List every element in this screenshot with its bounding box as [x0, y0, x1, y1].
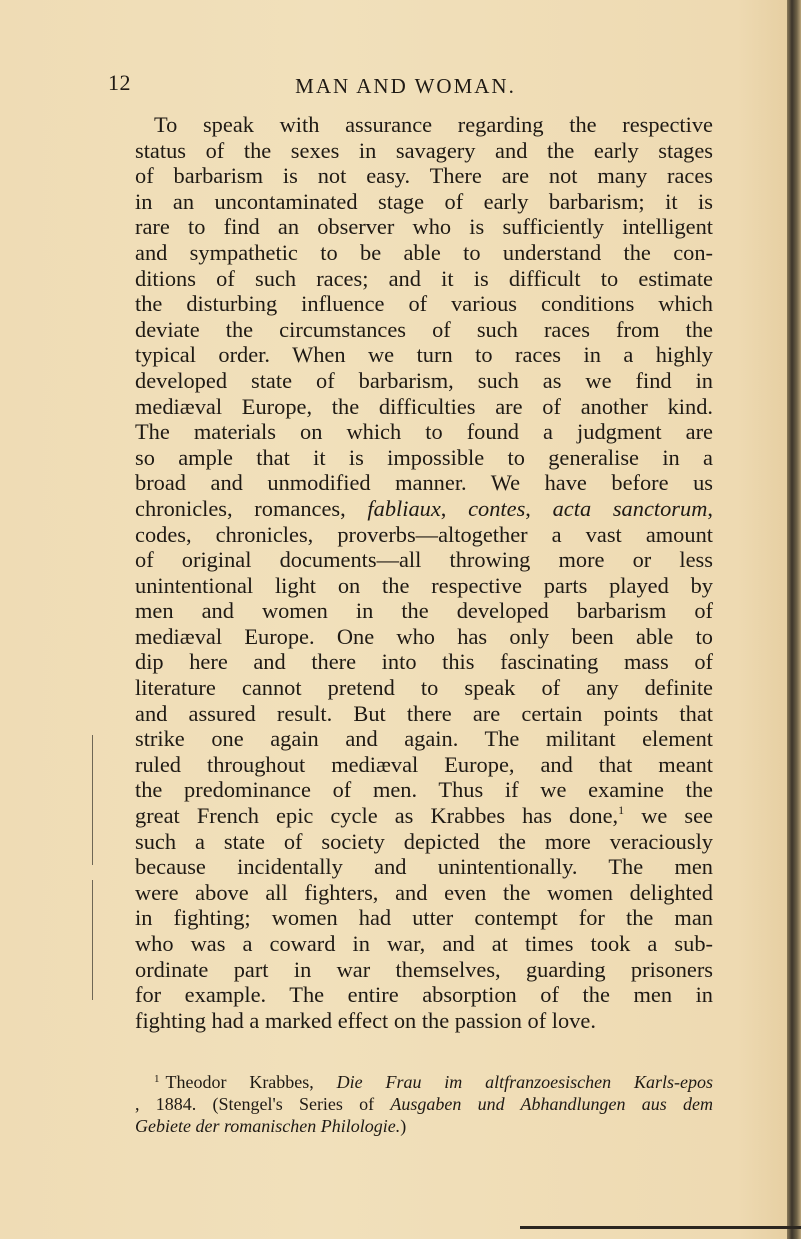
text-fragment: great French epic cycle as Krabbes has done, [135, 803, 619, 829]
text-line: of barbarism is not easy. There are not many races [135, 163, 713, 189]
text-line: in fighting; women had utter contempt for the man [135, 905, 713, 931]
text-line: such a state of society depicted the more veraciously [135, 828, 713, 854]
page-number: 12 [108, 70, 131, 95]
text-line: and assured result. But there are certain points that [135, 700, 713, 726]
footnote-title: Gebiete der romanischen Philologie. [135, 1116, 401, 1136]
text-line: in an uncontaminated stage of early barbarism; it is [135, 188, 713, 214]
italic-term: fabliaux [367, 495, 441, 521]
page-edge [787, 0, 801, 1239]
text-fragment: , [440, 495, 469, 521]
text-line: of original documents—all throwing more or less [135, 547, 713, 573]
text-line: typical order. When we turn to races in a highly [135, 342, 713, 368]
footnote-line [135, 1068, 713, 1093]
text-line: strike one again and again. The militant element [135, 726, 713, 752]
footnote-line [135, 1115, 713, 1137]
text-fragment: , [525, 495, 553, 521]
text-fragment: , [707, 495, 713, 521]
text-line: broad and unmodified manner. We have before us [135, 470, 713, 496]
text-fragment: we see [624, 803, 713, 829]
text-line: for example. The entire absorption of the men in [135, 982, 713, 1008]
text-line: dip here and there into this fascinating mass of [135, 649, 713, 675]
footnote-title: Ausgaben und Abhandlungen aus dem [390, 1094, 713, 1114]
margin-line [92, 735, 93, 865]
footnote-author: Theodor Krabbes, [165, 1072, 337, 1092]
text-line: mediæval Europe. One who has only been able to [135, 623, 713, 649]
text-line: ruled throughout mediæval Europe, and that meant [135, 751, 713, 777]
text-line: literature cannot pretend to speak of any definite [135, 675, 713, 701]
footnote-reference[interactable]: 1 [618, 803, 625, 818]
text-line: To speak with assurance regarding the respective [154, 112, 713, 137]
text-line-footnote-ref [135, 803, 713, 829]
text-line: fighting had a marked effect on the passion of love. [135, 1007, 596, 1033]
italic-term: acta sanctorum [552, 495, 708, 521]
text-line: rare to find an observer who is sufficiently intelligent [135, 214, 713, 240]
running-title: MAN AND WOMAN. [295, 74, 516, 98]
text-line: the disturbing influence of various conditions which [135, 291, 713, 317]
footnote-text: ) [400, 1116, 407, 1136]
text-line: codes, chronicles, proverbs—altogether a vast amount [135, 521, 713, 547]
footnote-mark: 1 [154, 1073, 160, 1085]
footnote [135, 1068, 713, 1137]
italic-term: contes [468, 495, 526, 521]
text-fragment: chronicles, romances, [135, 495, 368, 521]
text-line: men and women in the developed barbarism of [135, 598, 713, 624]
footnote-line [135, 1093, 713, 1115]
text-line: were above all fighters, and even the women delighted [135, 879, 713, 905]
text-line: ditions of such races; and it is difficult to estimate [135, 265, 713, 291]
bottom-rule [520, 1226, 801, 1229]
text-line: mediæval Europe, the difficulties are of another kind. [135, 393, 713, 419]
text-line-italic [135, 496, 713, 522]
body-text [135, 112, 713, 1033]
text-line: unintentional light on the respective parts played by [135, 572, 713, 598]
text-line: developed state of barbarism, such as we find in [135, 367, 713, 393]
footnote-text: , 1884. (Stengel's Series of [135, 1094, 391, 1114]
text-line: The materials on which to found a judgment are [135, 419, 713, 445]
text-line: and sympathetic to be able to understand the con- [135, 239, 713, 265]
text-line: who was a coward in war, and at times took a sub- [135, 931, 713, 956]
text-line: status of the sexes in savagery and the early stages [135, 137, 713, 163]
footnote-title: Die Frau im altfranzoesischen Karls-epos [336, 1072, 713, 1092]
margin-line [92, 880, 93, 1000]
text-line: deviate the circumstances of such races from the [135, 316, 713, 342]
text-line: ordinate part in war themselves, guarding prisoners [135, 956, 713, 982]
text-line: because incidentally and unintentionally. The men [135, 854, 713, 880]
text-line: so ample that it is impossible to generalise in a [135, 444, 713, 470]
text-line: the predominance of men. Thus if we examine the [135, 777, 713, 803]
